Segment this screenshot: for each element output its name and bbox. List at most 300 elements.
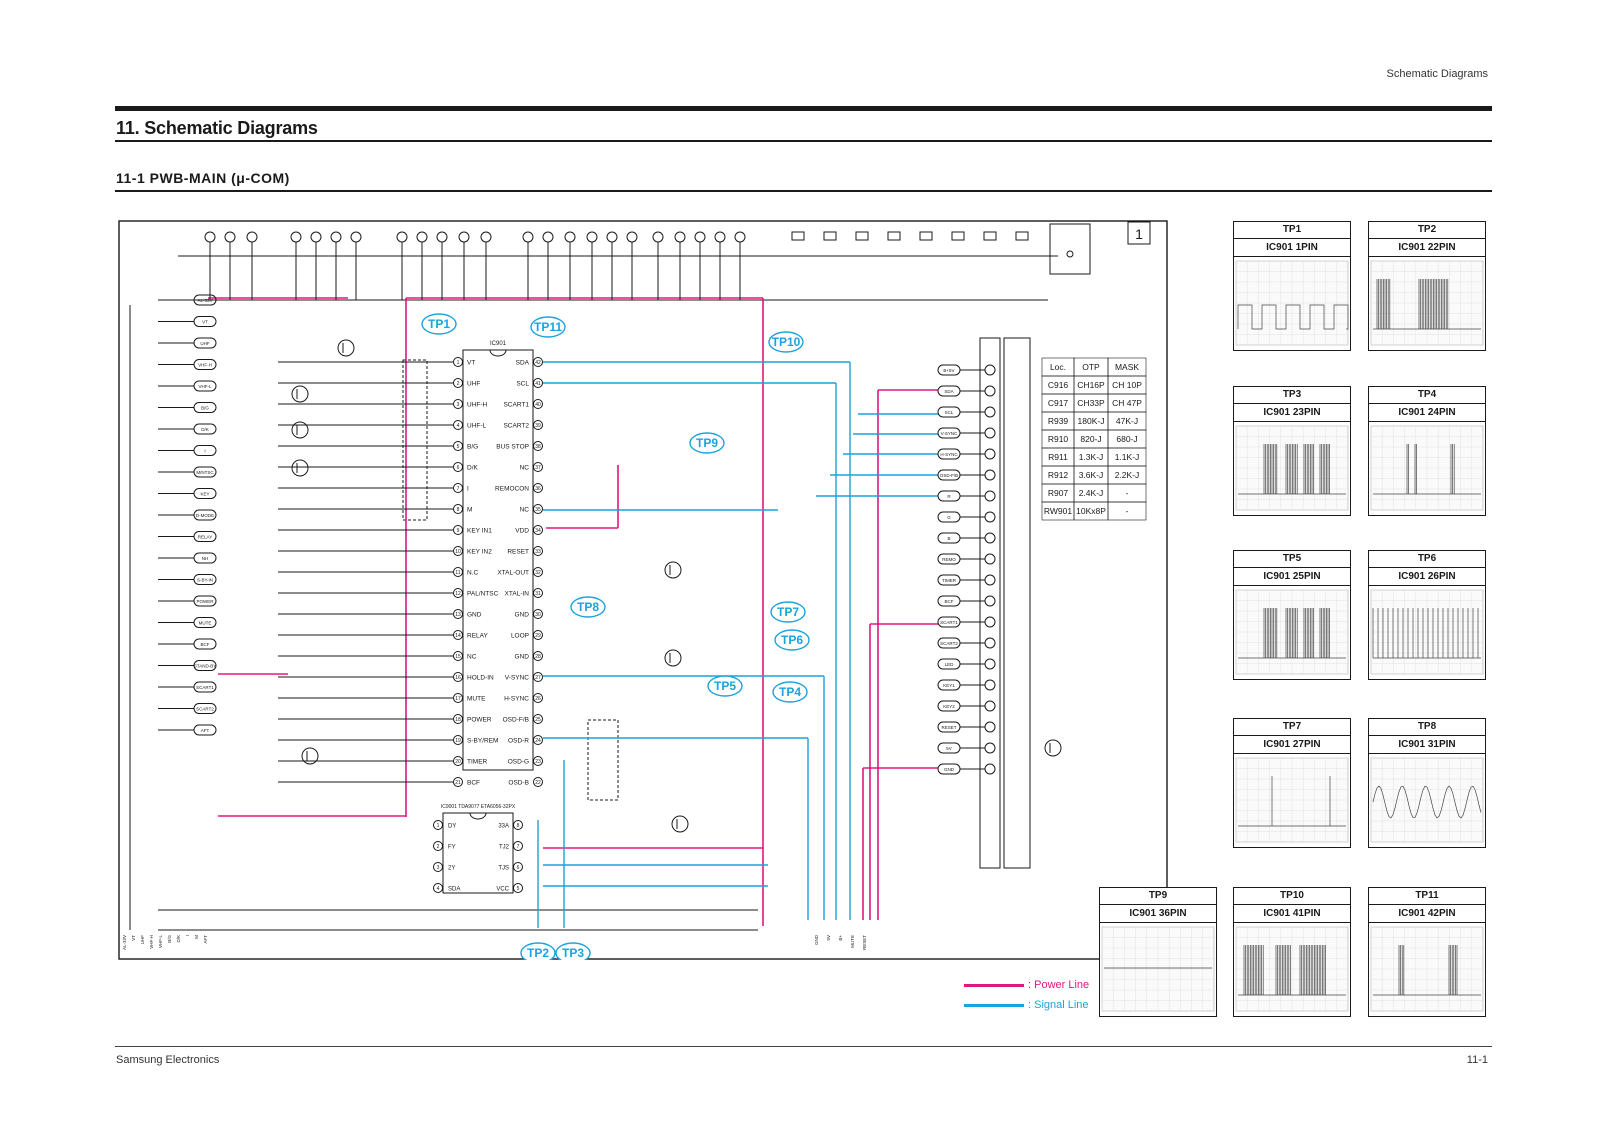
- bottom-net-label: UHF: [140, 935, 145, 945]
- option-table-value: R907: [1047, 488, 1069, 498]
- ic-pin-label: D/K: [467, 464, 478, 472]
- right-connector-label: GND: [944, 767, 954, 772]
- test-point-label: TP1: [427, 317, 451, 331]
- ic-pin-label: TIMER: [467, 758, 488, 766]
- left-connector-label: D-MODE: [195, 513, 215, 518]
- transistor: [665, 650, 681, 666]
- ic-pin-label: KEY IN2: [467, 548, 492, 556]
- ic-pin-label: V-SYNC: [504, 674, 529, 682]
- waveform-panel: [1368, 221, 1486, 351]
- left-connector-label: KEY: [200, 491, 210, 497]
- option-table-value: R939: [1047, 416, 1069, 426]
- right-connector-label: TIMER: [942, 578, 956, 583]
- ic-pin-label: UHF: [467, 380, 481, 388]
- test-point-label: TP3: [561, 946, 585, 960]
- right-connector-pin: [985, 407, 995, 417]
- right-connector-label: 5V: [946, 746, 952, 751]
- ic-pin-label: GND: [467, 611, 482, 619]
- waveform-pin-label: IC901 27PIN: [1234, 736, 1350, 754]
- waveform-pin-label: IC901 31PIN: [1369, 736, 1485, 754]
- bottom-net-label: B/G: [167, 935, 172, 943]
- option-table-value: 10Kx8P: [1076, 506, 1106, 516]
- right-connector-pin: [985, 638, 995, 648]
- left-connector-label: AFT: [200, 728, 210, 733]
- oscilloscope-trace: [1369, 754, 1485, 846]
- waveform-pin-label: IC901 36PIN: [1100, 905, 1216, 923]
- transistor: [338, 340, 354, 356]
- waveform-tp-label: TP11: [1369, 888, 1485, 905]
- ic-pin-label: SCL: [516, 380, 529, 388]
- right-connector-pin: [985, 554, 995, 564]
- ic-pin-number: 28: [535, 654, 541, 660]
- test-point-label: TP5: [713, 679, 737, 693]
- option-table-value: -: [1125, 506, 1129, 516]
- test-point-label: TP4: [778, 685, 802, 699]
- eeprom-pin-number: 8: [516, 823, 520, 829]
- transistor: [292, 386, 308, 402]
- ic-pin-label: XTAL-OUT: [497, 569, 529, 577]
- waveform-tp-label: TP6: [1369, 551, 1485, 568]
- signal-line-label: : Signal Line: [1028, 999, 1089, 1011]
- top-connector-pin: [565, 232, 575, 242]
- right-connector-pin: [985, 764, 995, 774]
- top-connector-pin: [607, 232, 617, 242]
- eeprom-pin-number: 1: [436, 823, 440, 829]
- waveform-panel: [1233, 386, 1351, 516]
- right-connector-label: REMO: [942, 557, 956, 562]
- right-connector-pin: [985, 512, 995, 522]
- option-table-value: 1.3K-J: [1078, 452, 1104, 462]
- left-connector-label: D/K: [201, 427, 209, 432]
- ic-pin-label: VDD: [515, 527, 529, 535]
- left-connector-label: POWER: [196, 599, 214, 604]
- oscilloscope-trace: [1234, 586, 1350, 678]
- ic-pin-number: 25: [535, 717, 541, 723]
- ic-pin-number: 41: [535, 381, 541, 387]
- top-connector-pin: [587, 232, 597, 242]
- oscilloscope-trace: [1234, 422, 1350, 514]
- ic-pin-number: 18: [455, 717, 461, 723]
- oscilloscope-trace: [1234, 754, 1350, 846]
- bottom-net-label: MUTE: [850, 935, 855, 948]
- oscilloscope-trace: [1369, 586, 1485, 678]
- oscilloscope-trace: [1100, 923, 1216, 1015]
- ic-pin-number: 2: [456, 381, 460, 387]
- right-connector-label: KEY1: [943, 683, 955, 688]
- bottom-net-label: B+: [838, 935, 843, 941]
- eeprom-pin-label: SDA: [448, 886, 461, 893]
- transistor: [665, 562, 681, 578]
- right-connector-label: G: [947, 515, 951, 520]
- ic-pin-number: 19: [455, 738, 461, 744]
- waveform-panel: [1099, 887, 1217, 1017]
- transistor: [302, 748, 318, 764]
- option-table-value: 2.2K-J: [1114, 470, 1140, 480]
- waveform-panel: [1368, 550, 1486, 680]
- top-connector-pin: [331, 232, 341, 242]
- waveform-panel: [1233, 221, 1351, 351]
- ic-pin-label: OSD-F/B: [502, 716, 529, 724]
- waveform-panel: [1368, 718, 1486, 848]
- top-connector-pin: [205, 232, 215, 242]
- eeprom-pin-label: 2Y: [448, 865, 456, 872]
- left-connector-label: BCF: [200, 642, 210, 647]
- top-connector-pin: [437, 232, 447, 242]
- right-connector-pin: [985, 449, 995, 459]
- waveform-pin-label: IC901 42PIN: [1369, 905, 1485, 923]
- test-point-label: TP9: [695, 436, 719, 450]
- right-connector-pin: [985, 722, 995, 732]
- ic-pin-label: MUTE: [467, 695, 486, 703]
- ic-pin-number: 7: [456, 486, 460, 492]
- right-connector-label: V-SYNC: [940, 431, 958, 436]
- right-connector-pin: [985, 701, 995, 711]
- option-table-value: C916: [1047, 380, 1069, 390]
- ic-pin-number: 30: [535, 612, 541, 618]
- jumper-switch: [1016, 232, 1028, 240]
- footer-rule: [115, 1046, 1492, 1047]
- ic-pin-number: 4: [456, 423, 460, 429]
- option-table-value: 2.4K-J: [1078, 488, 1104, 498]
- signal-line-swatch: [964, 1004, 1024, 1007]
- right-connector-pin: [985, 386, 995, 396]
- option-table-value: R912: [1047, 470, 1069, 480]
- top-connector-pin: [397, 232, 407, 242]
- top-connector-pin: [459, 232, 469, 242]
- ic-pin-number: 15: [455, 654, 461, 660]
- left-connector-label: S-BY-IN: [196, 577, 214, 583]
- right-connector-label: H-SYNC: [940, 452, 958, 457]
- ic-pin-label: BCF: [467, 779, 480, 787]
- ic-pin-number: 32: [535, 570, 541, 576]
- option-table-header: Loc.: [1049, 362, 1067, 372]
- eeprom-pin-number: 3: [436, 865, 440, 871]
- top-connector-pin: [417, 232, 427, 242]
- ic-pin-number: 33: [535, 549, 541, 555]
- left-connector-label: MUTE: [198, 620, 212, 626]
- top-connector-pin: [695, 232, 705, 242]
- top-connector-pin: [543, 232, 553, 242]
- bottom-net-label: VT: [131, 935, 136, 941]
- ic-pin-number: 9: [456, 528, 460, 534]
- option-table-value: C917: [1047, 398, 1069, 408]
- bottom-net-label: D/K: [176, 935, 181, 943]
- power-line-label: : Power Line: [1028, 979, 1090, 991]
- ic-pin-number: 1: [456, 360, 460, 366]
- ic-pin-number: 27: [535, 675, 541, 681]
- right-connector-label: KEY2: [943, 704, 955, 709]
- eeprom-pin-label: 33A: [498, 823, 509, 830]
- ic-pin-label: SDA: [515, 359, 529, 367]
- transistor: [672, 816, 688, 832]
- ic-pin-number: 29: [535, 633, 541, 639]
- waveform-tp-label: TP7: [1234, 719, 1350, 736]
- eeprom-pin-number: 4: [436, 886, 440, 892]
- right-connector-label: SCL: [944, 410, 954, 415]
- right-connector-label: SCART2: [940, 641, 958, 646]
- ic-pin-label: POWER: [467, 716, 492, 724]
- schematic-diagram: [118, 220, 1168, 960]
- left-connector-label: SCART1: [196, 685, 214, 690]
- option-table-value: 680-J: [1116, 434, 1138, 444]
- waveform-pin-label: IC901 1PIN: [1234, 239, 1350, 257]
- jumper-switch: [984, 232, 996, 240]
- option-table-header: OTP: [1082, 362, 1100, 372]
- ic-pin-label: LOOP: [510, 632, 529, 640]
- ic-eeprom-label: IC9001 TDA9077 ETA6056-32PX: [440, 804, 516, 810]
- waveform-panel: [1233, 550, 1351, 680]
- ic-pin-label: UHF-L: [467, 422, 487, 430]
- ic-pin-number: 24: [535, 738, 541, 744]
- header-rule-thin: [115, 140, 1492, 142]
- ic-pin-number: 10: [455, 549, 461, 555]
- footer-company: Samsung Electronics: [116, 1054, 220, 1066]
- jumper-switch: [952, 232, 964, 240]
- waveform-panel: [1368, 887, 1486, 1017]
- jumper-switch: [792, 232, 804, 240]
- ic-pin-label: SCART2: [503, 422, 529, 430]
- section-title: 11-1 PWB-MAIN (μ-COM): [116, 170, 290, 186]
- ic-pin-label: XTAL-IN: [504, 590, 529, 598]
- option-table-value: RW901: [1043, 506, 1073, 516]
- ic-pin-number: 36: [535, 486, 541, 492]
- ic-pin-label: REMOCON: [495, 485, 529, 493]
- left-connector-label: VT: [202, 319, 208, 325]
- ic-pin-number: 21: [455, 780, 461, 786]
- right-connector-label: OSD-F/B: [939, 473, 959, 478]
- waveform-tp-label: TP9: [1100, 888, 1216, 905]
- ic-pin-label: N.C: [467, 569, 479, 577]
- sheet-number: 1: [1135, 226, 1143, 242]
- ic-pin-label: OSD-B: [508, 779, 529, 787]
- ic-pin-number: 20: [455, 759, 461, 765]
- option-table-value: R910: [1047, 434, 1069, 444]
- ic-pin-number: 17: [455, 696, 461, 702]
- waveform-pin-label: IC901 41PIN: [1234, 905, 1350, 923]
- option-table-value: 820-J: [1080, 434, 1102, 444]
- right-connector-pin: [985, 365, 995, 375]
- right-connector-pin: [985, 428, 995, 438]
- top-connector-pin: [351, 232, 361, 242]
- right-connector-label: R: [947, 494, 951, 499]
- ic-pin-label: OSD-G: [507, 758, 529, 766]
- ic-pin-number: 37: [535, 465, 541, 471]
- waveform-tp-label: TP8: [1369, 719, 1485, 736]
- waveform-panel: [1233, 718, 1351, 848]
- oscilloscope-trace: [1369, 923, 1485, 1015]
- test-point-label: TP8: [576, 600, 600, 614]
- top-connector-pin: [715, 232, 725, 242]
- top-connector-pin: [627, 232, 637, 242]
- waveform-pin-label: IC901 25PIN: [1234, 568, 1350, 586]
- bottom-net-label: VHF-L: [158, 935, 163, 949]
- ic-pin-label: NC: [467, 653, 477, 661]
- ic-pin-number: 22: [535, 780, 541, 786]
- option-table-value: CH 10P: [1112, 380, 1142, 390]
- right-connector-pin: [985, 617, 995, 627]
- option-table-value: CH16P: [1077, 380, 1105, 390]
- ic-pin-number: 6: [456, 465, 460, 471]
- jumper-switch: [824, 232, 836, 240]
- right-connector-pin: [985, 596, 995, 606]
- test-point-label: TP2: [526, 946, 550, 960]
- top-connector-pin: [653, 232, 663, 242]
- top-connector-pin: [247, 232, 257, 242]
- bottom-net-label: AFT: [203, 935, 208, 944]
- ic-pin-label: SCART1: [503, 401, 529, 409]
- waveform-tp-label: TP4: [1369, 387, 1485, 404]
- ic-pin-label: GND: [514, 653, 529, 661]
- page-number: 11-1: [1466, 1054, 1488, 1066]
- left-connector-label: B/G: [201, 405, 209, 411]
- option-table-value: CH 47P: [1112, 398, 1142, 408]
- top-connector-pin: [481, 232, 491, 242]
- test-point-label: TP10: [771, 335, 801, 349]
- ic-pin-number: 12: [455, 591, 461, 597]
- option-table-value: 3.6K-J: [1078, 470, 1104, 480]
- ic-pin-label: M: [467, 506, 473, 514]
- left-connector-label: AL-33V: [197, 298, 213, 303]
- transistor: [292, 422, 308, 438]
- oscilloscope-trace: [1234, 923, 1350, 1015]
- ic-pin-label: PAL/NTSC: [467, 590, 499, 598]
- top-connector-pin: [291, 232, 301, 242]
- option-table-value: 180K-J: [1077, 416, 1105, 426]
- ic-pin-number: 13: [455, 612, 461, 618]
- waveform-tp-label: TP5: [1234, 551, 1350, 568]
- ic-pin-label: KEY IN1: [467, 527, 492, 535]
- ic-pin-number: 3: [456, 402, 460, 408]
- bottom-net-label: VHF-H: [149, 935, 154, 949]
- waveform-tp-label: TP2: [1369, 222, 1485, 239]
- left-connector-label: VHF-L: [198, 384, 212, 389]
- ic-pin-label: VT: [467, 359, 476, 367]
- oscilloscope-trace: [1234, 257, 1350, 349]
- ic-pin-label: RELAY: [467, 632, 488, 640]
- bottom-net-label: RESET: [862, 935, 867, 951]
- jumper-switch: [856, 232, 868, 240]
- top-connector-pin: [225, 232, 235, 242]
- waveform-tp-label: TP10: [1234, 888, 1350, 905]
- transistor: [292, 460, 308, 476]
- right-connector-label: RESET: [941, 725, 957, 730]
- right-connector-pin: [985, 680, 995, 690]
- eeprom-pin-label: DY: [448, 823, 457, 830]
- ic-pin-number: 35: [535, 507, 541, 513]
- ic-pin-label: S-BY/REM: [467, 737, 499, 745]
- ic-pin-label: NC: [519, 506, 529, 514]
- left-connector-label: M/NTSC: [196, 470, 214, 475]
- power-line-swatch: [964, 984, 1024, 987]
- running-head: Schematic Diagrams: [1386, 68, 1488, 80]
- right-connector-label: B: [947, 536, 951, 541]
- ic-pin-number: 34: [535, 528, 541, 534]
- left-connector-label: UHF: [200, 341, 210, 346]
- eeprom-pin-number: 6: [516, 865, 520, 871]
- section-rule: [115, 190, 1492, 192]
- top-connector-pin: [523, 232, 533, 242]
- right-connector-pin: [985, 533, 995, 543]
- right-connector-pin: [985, 575, 995, 585]
- ic-pin-number: 26: [535, 696, 541, 702]
- option-table-value: 1.1K-J: [1114, 452, 1140, 462]
- option-table-value: CH33P: [1077, 398, 1105, 408]
- eeprom-pin-number: 5: [516, 886, 520, 892]
- ic-pin-number: 5: [456, 444, 460, 450]
- eeprom-pin-number: 2: [436, 844, 440, 850]
- top-connector-pin: [675, 232, 685, 242]
- waveform-pin-label: IC901 24PIN: [1369, 404, 1485, 422]
- right-connector-label: LED: [944, 662, 954, 667]
- ic-main-label: IC901: [489, 341, 507, 347]
- bottom-net-label: 5V: [826, 935, 831, 941]
- waveform-pin-label: IC901 23PIN: [1234, 404, 1350, 422]
- ic-pin-label: HOLD-IN: [467, 674, 494, 682]
- chapter-title: 11. Schematic Diagrams: [116, 118, 318, 138]
- oscilloscope-trace: [1369, 257, 1485, 349]
- ic-pin-number: 38: [535, 444, 541, 450]
- right-connector-pin: [985, 743, 995, 753]
- waveform-pin-label: IC901 22PIN: [1369, 239, 1485, 257]
- line-legend: [964, 975, 1089, 1015]
- left-connector-label: STAND-BY: [193, 663, 217, 669]
- left-connector-label: NH: [201, 556, 209, 561]
- bottom-net-label: I: [185, 935, 190, 937]
- ic-pin-label: NC: [519, 464, 529, 472]
- top-connector-pin: [735, 232, 745, 242]
- test-point-label: TP7: [776, 605, 800, 619]
- ic-pin-label: BUS STOP: [496, 443, 529, 451]
- waveform-tp-label: TP1: [1234, 222, 1350, 239]
- ic-pin-number: 39: [535, 423, 541, 429]
- ic-pin-number: 23: [535, 759, 541, 765]
- left-connector-label: VHF-H: [198, 362, 212, 368]
- ic-pin-label: RESET: [507, 548, 529, 556]
- ic-pin-number: 14: [455, 633, 461, 639]
- eeprom-pin-label: TJ2: [498, 844, 509, 851]
- ic-pin-label: UHF-H: [467, 401, 488, 409]
- ic-pin-label: I: [467, 485, 469, 493]
- ic-pin-label: OSD-R: [508, 737, 529, 745]
- waveform-panel: [1368, 386, 1486, 516]
- waveform-tp-label: TP3: [1234, 387, 1350, 404]
- oscilloscope-trace: [1369, 422, 1485, 514]
- top-connector-pin: [311, 232, 321, 242]
- ic-pin-number: 42: [535, 360, 541, 366]
- left-connector-label: SCART2: [196, 706, 214, 712]
- bottom-net-label: AL-33V: [122, 935, 127, 951]
- waveform-panel: [1233, 887, 1351, 1017]
- ic-pin-number: 16: [455, 675, 461, 681]
- eeprom-pin-label: TJS: [498, 865, 509, 872]
- ic-pin-number: 40: [535, 402, 541, 408]
- right-connector-label: SCART1: [940, 620, 958, 625]
- right-connector-label: BCF: [944, 599, 954, 604]
- option-table-header: MASK: [1114, 362, 1140, 372]
- bottom-net-label: M: [194, 935, 199, 939]
- option-table-value: 47K-J: [1115, 416, 1139, 426]
- right-connector-label: SDA: [944, 389, 954, 394]
- left-connector-label: I: [204, 448, 206, 454]
- right-connector-pin: [985, 659, 995, 669]
- bottom-net-label: GND: [814, 935, 819, 945]
- right-connector-pin: [985, 470, 995, 480]
- transistor: [1045, 740, 1061, 756]
- ic-pin-number: 11: [455, 570, 461, 576]
- option-table-value: -: [1125, 488, 1129, 498]
- jumper-switch: [920, 232, 932, 240]
- ic-pin-number: 31: [535, 591, 541, 597]
